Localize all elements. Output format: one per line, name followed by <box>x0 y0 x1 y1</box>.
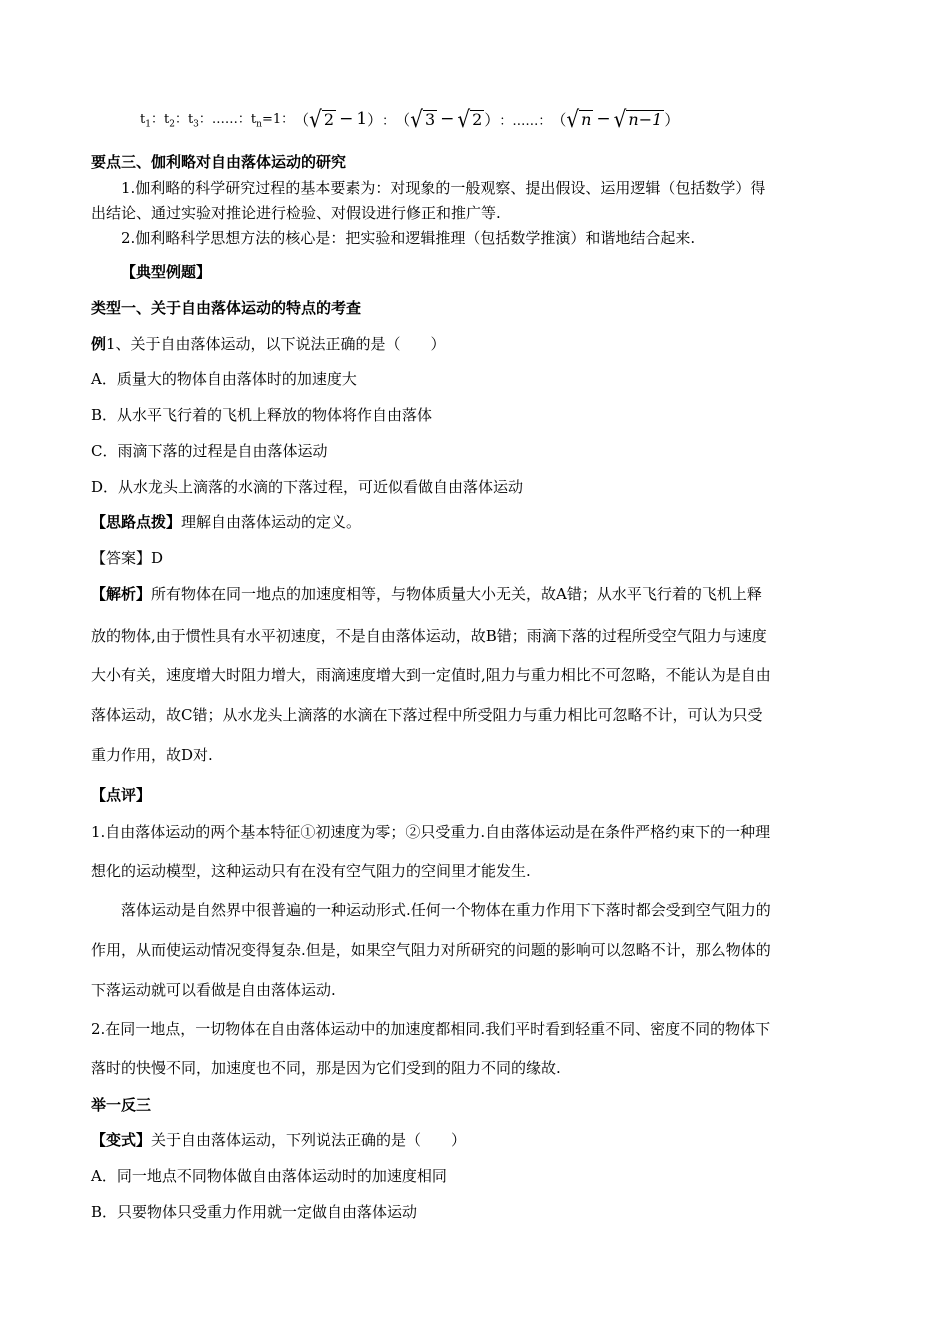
example-question: 例1、关于自由落体运动，以下说法正确的是（ ） <box>91 335 446 353</box>
ratio-term-n: √ n − √ n−1 <box>566 105 663 133</box>
comment-line: 下落运动就可以看做是自由落体运动. <box>91 981 336 999</box>
paragraph: 1.伽利略的科学研究过程的基本要素为：对现象的一般观察、提出假设、运用逻辑（包括数学）得 <box>121 179 766 197</box>
option-b: B．从水平飞行着的飞机上释放的物体将作自由落体 <box>91 406 433 424</box>
comment-line: 2.在同一地点，一切物体在自由落体运动中的加速度都相同.我们平时看到轻重不同、密度不同的物体下 <box>91 1020 771 1038</box>
comment-line: 落体运动是自然界中很普遍的一种运动形式.任何一个物体在重力作用下下落时都会受到空气阻力的 <box>121 901 771 919</box>
ratio-lhs: $t_1$：$t_2$：$t_3$：……：$t_n=1$： <box>140 112 295 130</box>
example-label: 例 <box>91 335 107 353</box>
option-a: A．质量大的物体自由落体时的加速度大 <box>91 370 357 388</box>
comment-line: 想化的运动模型，这种运动只有在没有空气阻力的空间里才能发生. <box>91 862 531 880</box>
ratio-term-2: √ 3 − √ 2 <box>410 105 483 133</box>
option-d: D．从水龙头上滴落的水滴的下落过程，可近似看做自由落体运动 <box>91 478 524 496</box>
paragraph: 出结论、通过实验对推论进行检验、对假设进行修正和推广等. <box>91 204 501 222</box>
analysis-line: 重力作用，故D对. <box>91 746 213 764</box>
answer: 【答案】D <box>91 549 164 567</box>
paren-open: （ <box>294 112 310 129</box>
section-heading: 要点三、伽利略对自由落体运动的研究 <box>91 153 347 171</box>
analysis-line: 落体运动，故C错；从水龙头上滴落的水滴在下落过程中所受阻力与重力相比可忽略不计，可认为只受 <box>91 706 763 724</box>
comment-line: 作用，从而使运动情况变得复杂.但是，如果空气阻力对所研究的问题的影响可以忽略不计，那么物体的 <box>91 941 771 959</box>
comment-label: 【点评】 <box>91 786 152 804</box>
comment-line: 落时的快慢不同，加速度也不同，那是因为它们受到的阻力不同的缘故. <box>91 1059 561 1077</box>
comment-line: 1.自由落体运动的两个基本特征①初速度为零；②只受重力.自由落体运动是在条件严格约束下的一种理 <box>91 823 771 841</box>
hint: 【思路点拨】理解自由落体运动的定义。 <box>91 513 362 531</box>
analysis-line: 【解析】所有物体在同一地点的加速度相等，与物体质量大小无关，故A错；从水平飞行着的飞机上释 <box>91 585 762 603</box>
ratio-formula: $t_1$：$t_2$：$t_3$：……：$t_n=1$： （ √ 2 − 1 ） ： （ √ 3 − √ 2 ） ：……： （ √ n − √ n−1 ） <box>140 105 680 133</box>
analysis-line: 放的物体,由于惯性具有水平初速度，不是自由落体运动，故B错；雨滴下落的过程所受空气阻力与速度 <box>91 627 767 645</box>
practice-heading: 举一反三 <box>91 1096 152 1114</box>
analysis-line: 大小有关，速度增大时阻力增大，雨滴速度增大到一定值时,阻力与重力相比不可忽略，不能认为是自由 <box>91 666 771 684</box>
option-c: C．雨滴下落的过程是自由落体运动 <box>91 442 328 460</box>
practice-option-a: A．同一地点不同物体做自由落体运动时的加速度相同 <box>91 1167 447 1185</box>
examples-heading: 【典型例题】 <box>121 263 212 281</box>
ratio-term-1: √ 2 − 1 <box>309 105 368 133</box>
type-heading: 类型一、关于自由落体运动的特点的考查 <box>91 299 362 317</box>
practice-option-b: B．只要物体只受重力作用就一定做自由落体运动 <box>91 1203 418 1221</box>
paren-close: ） <box>664 112 680 129</box>
practice-question: 【变式】关于自由落体运动，下列说法正确的是（ ） <box>91 1131 467 1149</box>
paragraph: 2.伽利略科学思想方法的核心是：把实验和逻辑推理（包括数学推演）和谐地结合起来. <box>121 229 696 247</box>
